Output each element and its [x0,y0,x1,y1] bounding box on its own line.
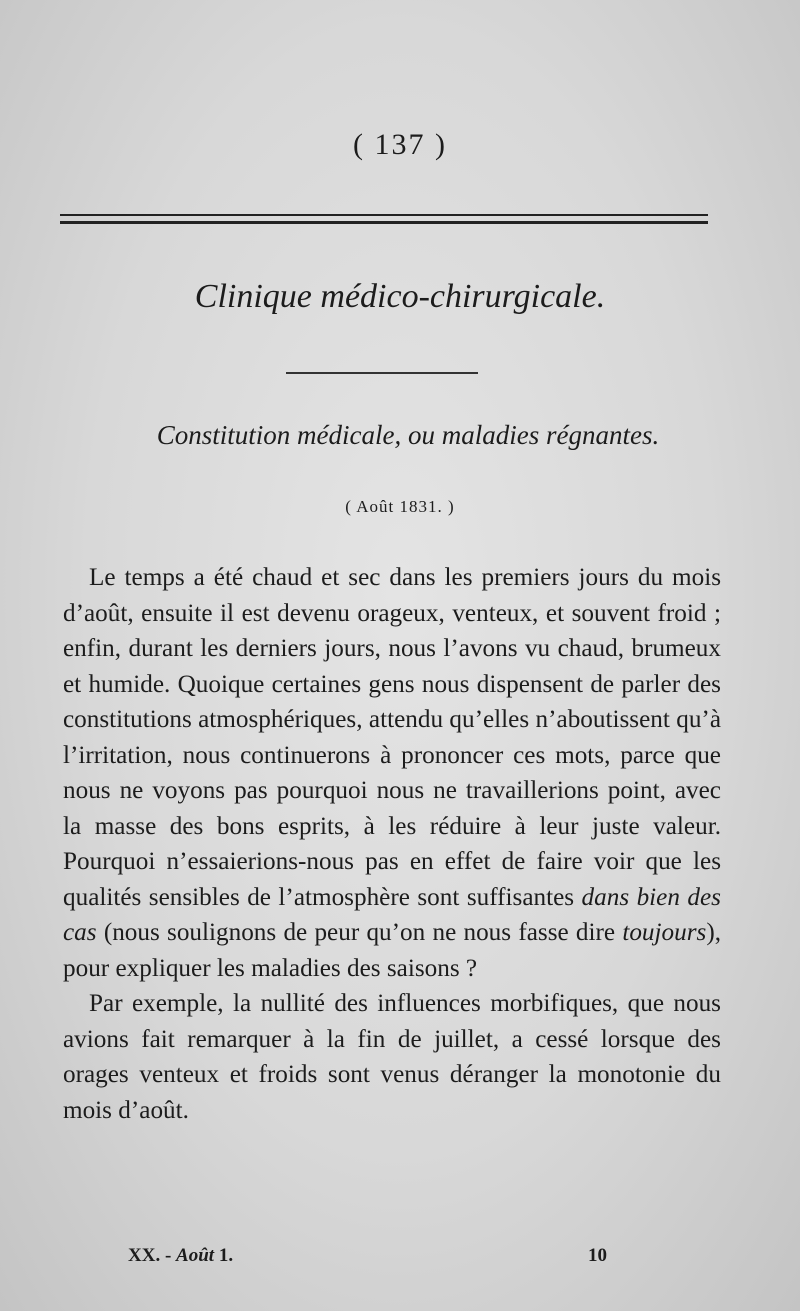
paragraph-1-italic-b: toujours [622,919,707,946]
paragraph-2: Par exemple, la nullité des influences morbifiques, que nous avions fait remarquer à la fin de juillet, a cessé lorsque des orages venteux et froids sont venus déranger la monotonie du mois d’août. [63,990,721,1124]
signature-mark [128,1245,233,1267]
header-rule-thick [60,221,708,224]
sheet-number: 10 [588,1245,607,1266]
date-line: ( Août 1831. ) [345,497,455,516]
header-rule-thin [60,214,708,216]
signature-suffix: 1. [214,1245,234,1266]
signature-prefix: XX. - [128,1245,177,1266]
subtitle: Constitution médicale, ou maladies régnantes. [156,420,660,450]
paragraph-1 [63,560,721,986]
paragraph-1-text-a: Le temps a été chaud et sec dans les premiers jours du mois d’août, ensuite il est devenu orageux, venteux, et souvent froid ; enfin, durant les derniers jours, nous l’avons vu chaud, brumeux et humide. Quoique certaines gens nous dispensent de parler des constitutions atmosphériques, attendu qu’elles n’aboutissent qu’à l’irritation, nous continuerons à prononcer ces mots, parce que nous ne voyons pas pourquoi nous ne travaillerions point, avec la masse des bons esprits, à les réduire à leur juste valeur. Pourquoi n’essaierions-nous pas en effet de faire voir que les qualités sensibles de l’atmosphère sont suffisantes [63,564,721,911]
signature-italic: Août [176,1245,215,1266]
section-divider [286,372,478,374]
paragraph-1-text-c: ), pour expliquer les maladies des saisons ? [63,919,721,982]
page-number: ( 137 ) [353,128,447,161]
body-text [63,560,721,1128]
paragraph-1-italic-a: dans bien des cas [63,883,721,946]
paragraph-1-text-b: (nous soulignons de peur qu’on ne nous fasse dire [96,919,623,946]
section-title: Clinique médico-chirurgicale. [194,278,606,315]
